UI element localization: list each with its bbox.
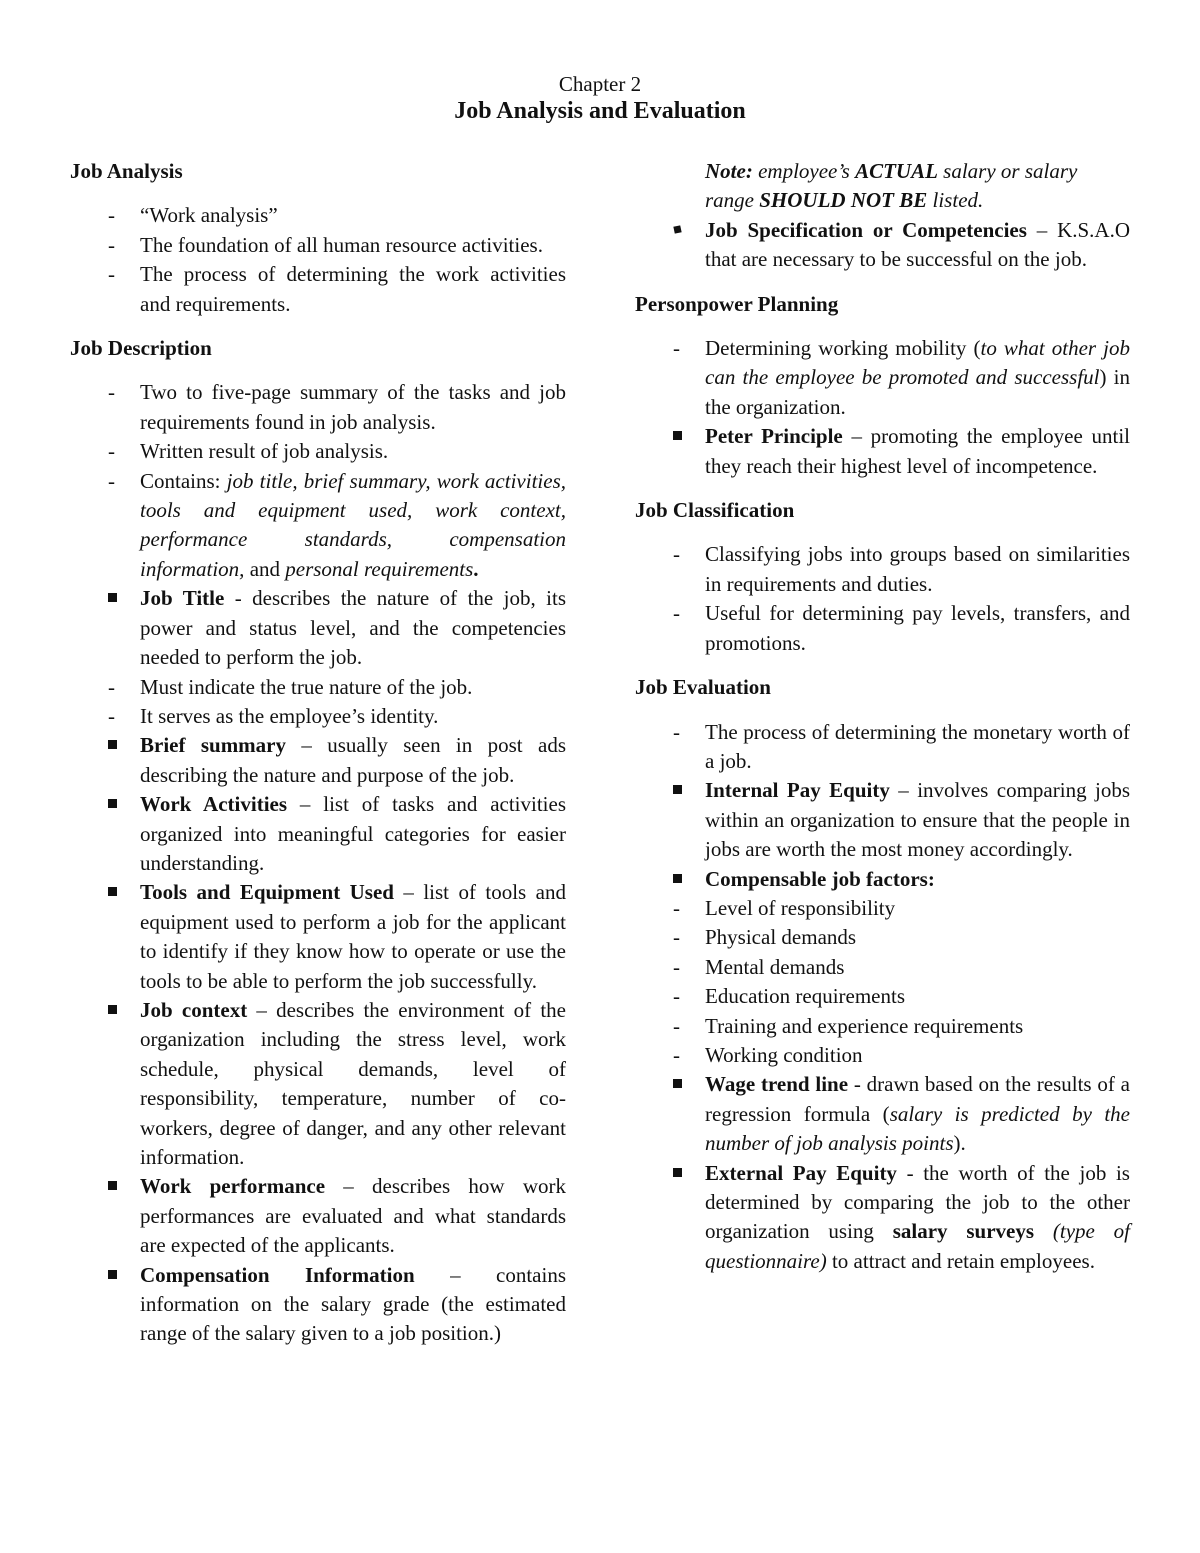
list-item: - “Work analysis” xyxy=(108,203,278,228)
job-analysis-list xyxy=(70,201,566,319)
bullet-square-icon xyxy=(108,1181,117,1190)
list-item: - Classifying jobs into groups based on similarities in requirements and duties. xyxy=(673,542,1130,596)
job-evaluation-list xyxy=(635,718,1130,1277)
bullet-square-icon xyxy=(673,225,681,233)
list-item: Wage trend line - drawn based on the results of a regression formula (salary is predicted by the number of job analysis points). xyxy=(635,1070,1130,1158)
heading-personpower-planning: Personpower Planning xyxy=(635,291,839,316)
list-item: Compensable job factors: xyxy=(635,865,1130,894)
bullet-square-icon xyxy=(673,431,682,440)
left-column xyxy=(70,157,566,1364)
list-item: - The process of determining the monetary worth of a job. xyxy=(673,719,1130,773)
heading-job-analysis: Job Analysis xyxy=(70,159,183,183)
list-item: - The foundation of all human resource activities. xyxy=(108,232,543,257)
list-item: Work performance – describes how work performances are evaluated and what standards are expected of the applicants. xyxy=(70,1172,566,1260)
bullet-square-icon xyxy=(673,1168,682,1177)
list-item: - Must indicate the true nature of the job. xyxy=(108,674,473,699)
job-classification-list xyxy=(635,540,1130,658)
list-item: Job Specification or Competencies – K.S.A.O that are necessary to be successful on the job. xyxy=(635,216,1130,275)
job-spec-list xyxy=(635,216,1130,275)
bullet-square-icon xyxy=(108,1005,117,1014)
section-job-classification xyxy=(635,496,1130,658)
list-item: Job Title - describes the nature of the job, its power and status level, and the competencies needed to perform the job. xyxy=(70,584,566,672)
bullet-square-icon xyxy=(108,593,117,602)
chapter-label: Chapter 2 xyxy=(558,72,642,96)
list-item: Peter Principle – promoting the employee until they reach their highest level of incompetence. xyxy=(635,422,1130,481)
section-job-analysis xyxy=(70,157,566,319)
section-job-description xyxy=(70,334,566,1349)
page-title: Job Analysis and Evaluation xyxy=(454,98,746,124)
list-item: External Pay Equity - the worth of the job is determined by comparing the job to the other organization using salary surveys (type of questionnaire) to attract and retain employees. xyxy=(635,1159,1130,1277)
list-item: - Contains: job title, brief summary, work activities, tools and equipment used, work context, performance standards, compensation information, and personal requirements. xyxy=(108,468,566,581)
bullet-square-icon xyxy=(108,740,117,749)
list-item: - The process of determining the work activities and requirements. xyxy=(108,262,566,316)
list-item: Internal Pay Equity – involves comparing jobs within an organization to ensure that the people in jobs are worth the most money accordingly. xyxy=(635,776,1130,864)
list-item: Compensation Information – contains information on the salary grade (the estimated range of the salary given to a job position.) xyxy=(70,1261,566,1349)
section-personpower-planning xyxy=(635,290,1130,481)
list-item: - Useful for determining pay levels, transfers, and promotions. xyxy=(673,601,1130,655)
bullet-square-icon xyxy=(673,785,682,794)
bullet-square-icon xyxy=(673,1079,682,1088)
section-job-evaluation xyxy=(635,673,1130,1276)
list-item: Work Activities – list of tasks and activities organized into meaningful categories for easier understanding. xyxy=(70,790,566,878)
list-item: - Education requirements xyxy=(673,984,906,1009)
list-item: - Working condition xyxy=(673,1042,863,1067)
heading-job-description: Job Description xyxy=(70,336,212,361)
list-item: - Level of responsibility xyxy=(673,895,896,920)
list-item: - Training and experience requirements xyxy=(673,1013,1024,1038)
list-item: Tools and Equipment Used – list of tools and equipment used to perform a job for the applicant to identify if they know how to operate or use the tools to be able to perform the job successfully. xyxy=(70,878,566,996)
right-column xyxy=(635,157,1130,1291)
list-item: Job context – describes the environment of the organization including the stress level, work schedule, physical demands, level of responsibility, temperature, number of co-workers, degree of danger, and any other relevant information. xyxy=(70,996,566,1172)
job-description-list xyxy=(70,378,566,1348)
list-item: - Determining working mobility (to what other job can the employee be promoted and successful) in the organization. xyxy=(673,336,1131,419)
list-item: Brief summary – usually seen in post ads describing the nature and purpose of the job. xyxy=(70,731,566,790)
bullet-square-icon xyxy=(108,887,117,896)
list-item: - Mental demands xyxy=(673,954,845,979)
personpower-list xyxy=(635,334,1130,481)
bullet-square-icon xyxy=(673,874,682,883)
list-item: - Written result of job analysis. xyxy=(108,439,389,464)
list-item: - It serves as the employee’s identity. xyxy=(108,703,439,728)
bullet-square-icon xyxy=(108,1270,117,1279)
salary-note: Note: employee’s ACTUAL salary or salary range SHOULD NOT BE listed. xyxy=(705,159,1078,213)
list-item: - Two to five-page summary of the tasks and job requirements found in job analysis. xyxy=(108,380,566,434)
heading-job-evaluation: Job Evaluation xyxy=(635,675,771,700)
list-item: - Physical demands xyxy=(673,925,857,950)
bullet-square-icon xyxy=(108,799,117,808)
heading-job-classification: Job Classification xyxy=(635,498,795,523)
